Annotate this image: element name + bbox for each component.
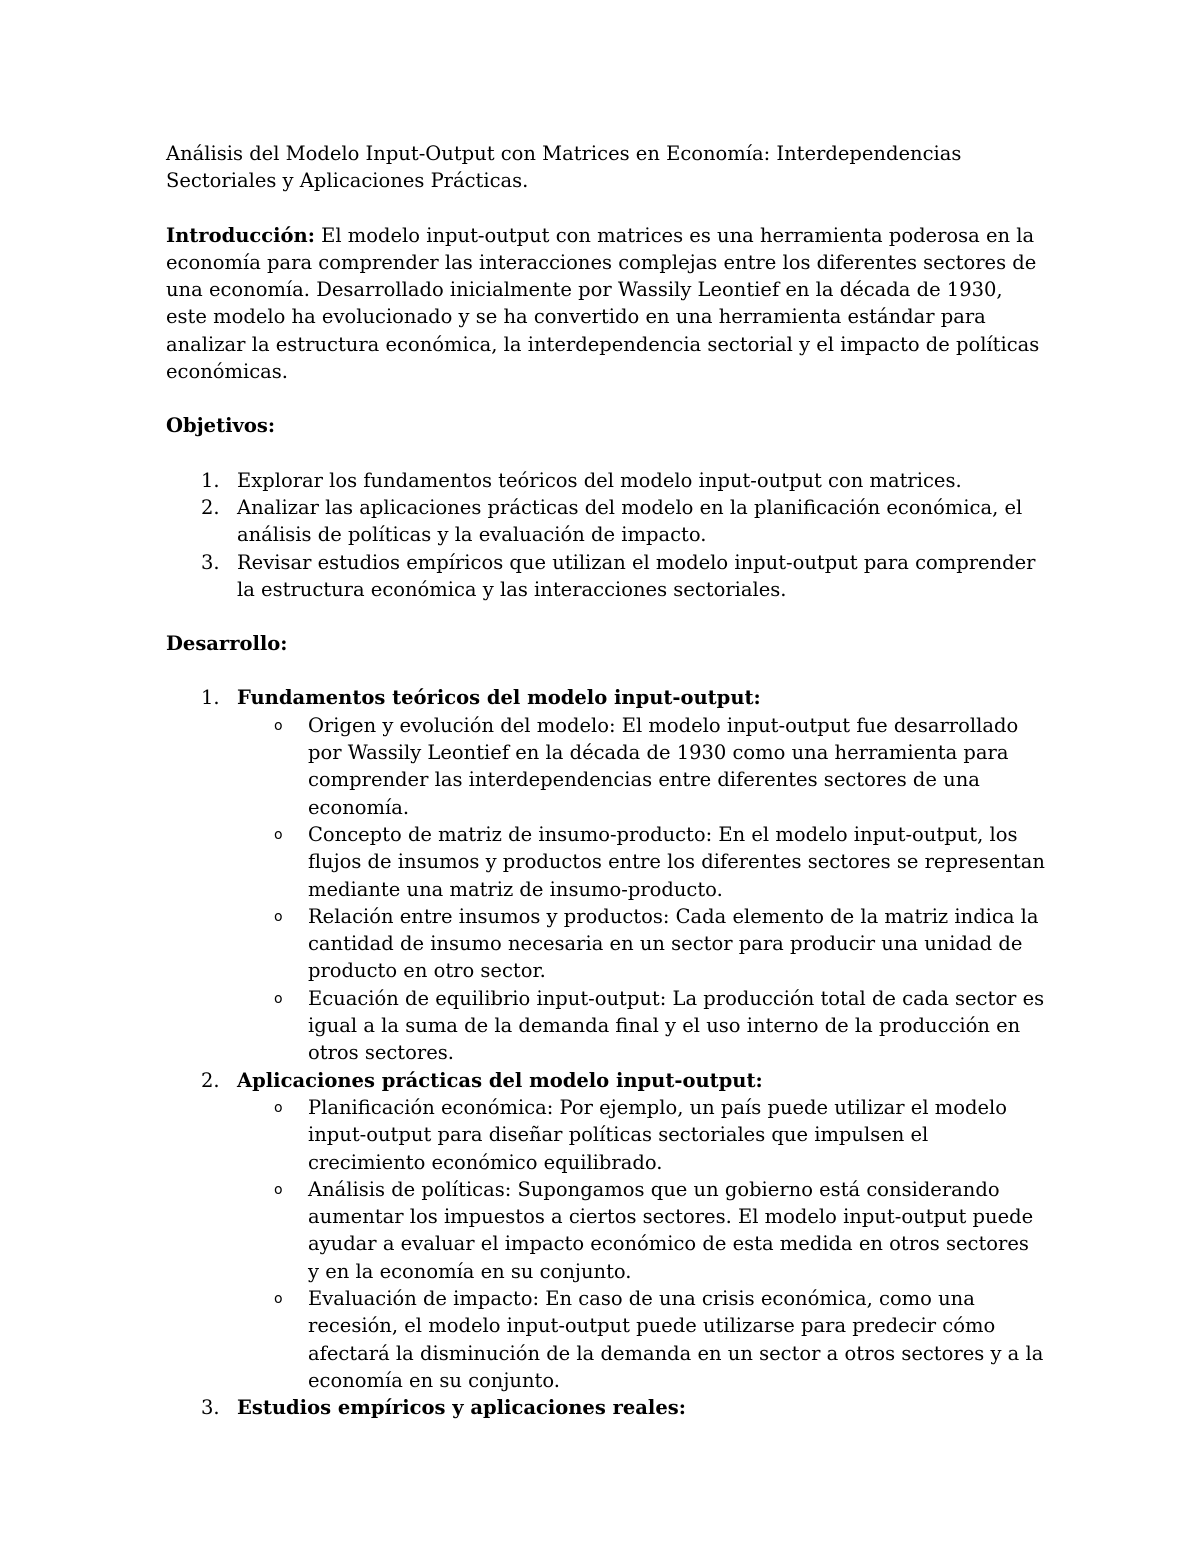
section-title: Fundamentos teóricos del modelo input-output: (237, 686, 761, 710)
hollow-bullet-icon: o (274, 1099, 283, 1116)
sub-item-text: Análisis de políticas: Supongamos que un gobierno está considerando aumentar los impuestos a ciertos sectores. El modelo input-output puede ayudar a evaluar el impacto económico de esta medida en otros sectores y en la economía en su conjunto. (308, 1177, 1034, 1283)
hollow-bullet-icon: o (274, 1181, 283, 1198)
section-number: 3. (201, 1396, 220, 1420)
hollow-bullet-icon: o (274, 1290, 283, 1307)
objective-text: Explorar los fundamentos teóricos del modelo input-output con matrices. (237, 468, 962, 492)
intro-text: El modelo input-output con matrices es una herramienta poderosa en la economía para comprender las interacciones complejas entre los diferentes sectores de una economía. Desarrollado inicialmente por Wassily Leontief en la década de 1930, este modelo ha evolucionado y se ha convertido en una herramienta estándar para analizar la estructura económica, la interdependencia sectorial y el impacto de políticas económicas. (166, 223, 1040, 384)
hollow-bullet-icon: o (274, 826, 283, 843)
objective-text: Analizar las aplicaciones prácticas del modelo en la planificación económica, el análisis de políticas y la evaluación de impacto. (237, 495, 1023, 547)
development-section (166, 1394, 1046, 1421)
objective-number: 2. (201, 495, 220, 519)
sub-item (237, 821, 1046, 903)
sub-item (237, 903, 1046, 985)
sub-item-text: Relación entre insumos y productos: Cada elemento de la matriz indica la cantidad de insumo necesaria en un sector para producir una unidad de producto en otro sector. (308, 904, 1039, 983)
intro-paragraph (166, 222, 1046, 386)
intro-label: Introducción: (166, 223, 315, 247)
section-title: Estudios empíricos y aplicaciones reales: (237, 1396, 686, 1420)
objective-text: Revisar estudios empíricos que utilizan el modelo input-output para comprender la estructura económica y las interacciones sectoriales. (237, 550, 1036, 601)
objective-number: 3. (201, 550, 220, 574)
section-number: 2. (201, 1068, 220, 1092)
sub-item (237, 712, 1046, 821)
sub-item (237, 1094, 1046, 1176)
development-section (166, 1067, 1046, 1395)
sub-item-text: Planificación económica: Por ejemplo, un país puede utilizar el modelo input-output para diseñar políticas sectoriales que impulsen el crecimiento económico equilibrado. (308, 1095, 1007, 1174)
section-number: 1. (201, 686, 220, 710)
hollow-bullet-icon: o (274, 717, 283, 734)
objective-number: 1. (201, 468, 220, 492)
section-sublist (237, 712, 1046, 1067)
objectives-heading: Objetivos: (166, 414, 276, 438)
title-line-1: Análisis del Modelo Input-Output con Matrices en Economía: Interdependencias (166, 142, 962, 165)
development-heading: Desarrollo: (166, 632, 288, 656)
document-body (166, 140, 1046, 1421)
hollow-bullet-icon: o (274, 990, 283, 1007)
sub-item-text: Concepto de matriz de insumo-producto: En el modelo input-output, los flujos de insumos y productos entre los diferentes sectores se representan mediante una matriz de insumo-producto. (308, 822, 1045, 901)
hollow-bullet-icon: o (274, 908, 283, 925)
development-list (166, 684, 1046, 1421)
development-section (166, 684, 1046, 1066)
sub-item-text: Evaluación de impacto: En caso de una crisis económica, como una recesión, el modelo input-output puede utilizarse para predecir cómo afectará la disminución de la demanda en un sector a otros sectores y a la economía en su conjunto. (308, 1286, 1044, 1392)
sub-item (237, 985, 1046, 1067)
title-line-2: Sectoriales y Aplicaciones Prácticas. (166, 169, 529, 193)
sub-item (237, 1285, 1046, 1394)
sub-item-text: Ecuación de equilibrio input-output: La producción total de cada sector es igual a la suma de la demanda final y el uso interno de la producción en otros sectores. (308, 986, 1045, 1065)
objective-item (166, 494, 1046, 549)
document-title (166, 140, 1046, 195)
objective-item (166, 549, 1046, 604)
sub-item (237, 1176, 1046, 1285)
objective-item (166, 467, 1046, 494)
objectives-list (166, 467, 1046, 603)
sub-item-text: Origen y evolución del modelo: El modelo input-output fue desarrollado por Wassily Leontief en la década de 1930 como una herramienta para comprender las interdependencias entre diferentes sectores de una economía. (308, 713, 1019, 819)
section-title: Aplicaciones prácticas del modelo input-output: (237, 1068, 763, 1092)
section-sublist (237, 1094, 1046, 1394)
